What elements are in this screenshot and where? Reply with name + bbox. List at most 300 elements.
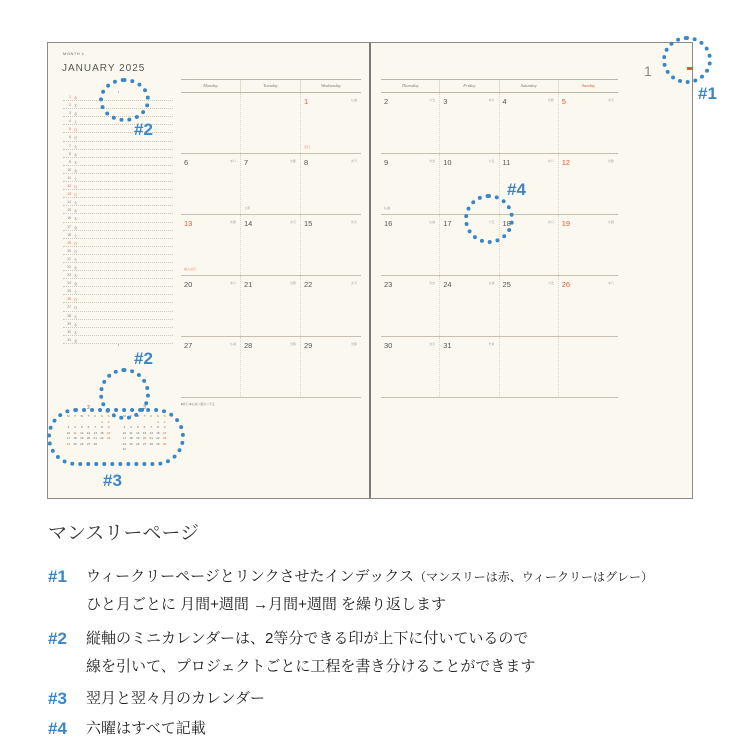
day-cell[interactable] (559, 337, 618, 397)
day-number: 26 (67, 297, 71, 302)
description-item (48, 685, 728, 713)
day-number: 28 (67, 313, 71, 318)
day-cell[interactable] (241, 93, 301, 153)
item-note: （マンスリーは赤、ウィークリーはグレー） (414, 570, 653, 584)
mini-day: 12 (80, 430, 84, 435)
mini-day: 30 (162, 441, 167, 446)
callout-circle-2-top (99, 78, 150, 122)
day-number: 9 (384, 158, 389, 167)
mini-day: 26 (136, 441, 140, 446)
day-number: 11 (502, 158, 511, 167)
callout-label-1: #1 (698, 84, 717, 103)
day-number: 20 (67, 248, 71, 253)
mini-day: 21 (93, 436, 97, 440)
day-number: 20 (184, 280, 193, 289)
day-list-row (63, 279, 173, 287)
callout-label-2-top: #2 (134, 120, 153, 139)
day-number: 21 (67, 256, 71, 261)
weekday-label: Friday (440, 80, 499, 92)
mini-day: 27 (86, 441, 91, 446)
rokuyo-label: 友引 (607, 98, 614, 102)
day-number: 21 (244, 280, 253, 289)
calendar-week (181, 276, 361, 337)
day-number: 23 (67, 273, 71, 278)
day-cell[interactable] (181, 215, 241, 275)
weekday-header (381, 79, 618, 93)
day-weekday: 火 (74, 257, 78, 262)
day-number: 16 (384, 219, 393, 228)
mini-day: 14 (149, 430, 153, 435)
day-cell[interactable] (241, 154, 301, 214)
mini-day: 5 (136, 425, 139, 429)
day-cell[interactable] (381, 276, 440, 336)
day-number: 30 (384, 341, 393, 350)
mini-weekday: T (74, 414, 76, 418)
mini-day: 1 (101, 419, 103, 424)
rokuyo-label: 先負 (350, 220, 357, 224)
day-list-row (63, 247, 173, 255)
day-weekday: 月 (74, 249, 78, 254)
day-number: 4 (502, 97, 507, 106)
weekday-label: Sunday (581, 83, 595, 88)
day-number: 7 (244, 158, 249, 167)
mini-day: 10 (66, 430, 71, 435)
day-list-row (63, 231, 173, 239)
mini-weekday: W (80, 414, 84, 418)
day-number: 19 (67, 240, 71, 245)
rokuyo-label: 赤口 (229, 281, 236, 285)
day-list-row (63, 328, 173, 336)
weekday-header (181, 79, 361, 93)
day-number: 12 (67, 184, 71, 189)
rokuyo-label: 赤口 (229, 159, 236, 163)
callout-circle-3 (47, 408, 185, 466)
rokuyo-label: 赤口 (607, 281, 614, 285)
day-weekday: 金 (74, 282, 78, 287)
day-weekday: 月 (74, 193, 78, 198)
day-cell[interactable] (559, 215, 618, 275)
item-text: ウィークリーページとリンクさせたインデックス (86, 568, 415, 585)
day-list-row (63, 239, 173, 247)
day-number: 1 (69, 95, 71, 99)
mini-day: 27 (142, 441, 147, 446)
day-cell[interactable] (301, 337, 361, 397)
day-list-row (63, 263, 173, 271)
day-number: 6 (69, 135, 71, 140)
mini-day: 6 (143, 425, 146, 429)
day-number: 24 (443, 280, 452, 289)
day-cell[interactable] (500, 93, 559, 153)
day-weekday: 土 (74, 176, 78, 181)
rokuyo-label: 大安 (488, 159, 495, 163)
rokuyo-label: 友引 (350, 159, 357, 163)
day-cell[interactable] (301, 93, 361, 153)
day-list-row (63, 166, 173, 174)
day-number: 27 (184, 341, 193, 350)
mini-weekday: T (87, 414, 90, 418)
mini-day: 3 (123, 425, 126, 429)
day-list-row (63, 190, 173, 198)
day-cell[interactable] (440, 276, 499, 336)
day-cell[interactable] (241, 215, 301, 275)
item-text: 翌月と翌々月のカレンダー (86, 690, 266, 707)
day-weekday: 木 (74, 217, 78, 222)
day-weekday: 土 (74, 290, 78, 295)
mini-day: 25 (73, 441, 77, 446)
day-list-row (63, 271, 173, 279)
day-number: 5 (561, 97, 566, 106)
day-number: 17 (67, 224, 71, 229)
day-cell[interactable] (181, 154, 241, 214)
mini-calendar-title: 2 (87, 405, 90, 411)
day-list-row (63, 303, 173, 311)
day-list-row (63, 198, 173, 206)
day-number: 29 (304, 341, 313, 350)
day-cell[interactable] (500, 337, 559, 397)
mini-day: 15 (100, 430, 104, 435)
item-tag: #4 (48, 719, 67, 738)
day-weekday: 木 (74, 330, 78, 335)
page-number: 1 (644, 63, 652, 79)
day-cell[interactable] (181, 93, 241, 153)
mini-day: 1 (157, 419, 159, 424)
day-number: 28 (244, 341, 253, 350)
day-weekday: 金 (74, 112, 78, 117)
rokuyo-label: 大安 (429, 98, 436, 102)
day-list-row (63, 133, 173, 141)
mini-calendar-title: 3 (143, 405, 146, 411)
day-weekday: 金 (74, 168, 78, 173)
day-number: 22 (304, 280, 313, 289)
mini-day: 16 (106, 430, 111, 435)
day-number: 2 (384, 97, 389, 106)
mini-weekday: S (156, 414, 159, 418)
day-number: 25 (502, 280, 511, 289)
day-weekday: 水 (74, 96, 78, 100)
item-text: 六曜はすべて記載 (86, 720, 206, 737)
day-note: 成人の日 (184, 267, 197, 271)
day-list-row (63, 287, 173, 295)
mini-day: 22 (100, 436, 104, 440)
mini-day: 8 (101, 425, 103, 429)
mini-weekday: F (94, 414, 97, 418)
mini-day: 26 (80, 441, 84, 446)
day-number: 29 (67, 321, 71, 326)
mini-day: 28 (149, 441, 153, 446)
day-list-row (63, 295, 173, 303)
mini-day: 18 (129, 436, 133, 440)
mini-day: 13 (142, 430, 147, 435)
day-number: 11 (67, 175, 71, 180)
day-cell[interactable] (241, 337, 301, 397)
spread-gutter (369, 43, 371, 498)
day-list-row (63, 150, 173, 158)
day-weekday: 木 (74, 274, 78, 279)
rokuyo-label: 先勝 (289, 342, 296, 346)
description-item (48, 715, 728, 743)
day-number: 15 (304, 219, 313, 228)
day-cell[interactable] (381, 337, 440, 397)
day-list-row (63, 206, 173, 214)
callout-circle-4 (464, 194, 514, 244)
day-weekday: 水 (74, 265, 78, 270)
mini-day: 28 (93, 441, 97, 446)
vertical-day-list (63, 93, 173, 344)
description-item (48, 625, 728, 681)
day-weekday: 日 (74, 298, 78, 303)
mini-day: 24 (66, 441, 71, 446)
day-number: 1 (304, 97, 309, 106)
rokuyo-label: 仏滅 (229, 342, 236, 346)
day-list-row (63, 223, 173, 231)
rokuyo-label: 先勝 (289, 281, 296, 285)
mini-day: 18 (73, 436, 77, 440)
mini-day: 2 (107, 419, 110, 424)
day-number: 14 (67, 200, 71, 205)
item-tag: #2 (48, 629, 67, 648)
rokuyo-label: 仏滅 (350, 98, 357, 102)
item-text-2: ひと月ごとに 月間+週間 →月間+週間 を繰り返します (86, 596, 447, 613)
day-cell[interactable] (181, 337, 241, 397)
item-text-2: 線を引いて、プロジェクトごとに工程を書き分けることができます (86, 658, 536, 675)
mini-day: 4 (130, 425, 132, 429)
day-weekday: 日 (74, 185, 78, 190)
day-list-row (63, 336, 173, 344)
rokuyo-label: 先勝 (547, 98, 554, 102)
day-cell[interactable] (381, 93, 440, 153)
day-cell[interactable] (301, 154, 361, 214)
day-note: 仏滅 (384, 206, 391, 210)
rokuyo-label: 友引 (429, 342, 436, 346)
day-number: 10 (443, 158, 452, 167)
mini-day: 16 (162, 430, 167, 435)
rokuyo-label: 赤口 (488, 98, 495, 102)
day-cell[interactable] (381, 154, 440, 214)
month-label: MONTH 1 (63, 51, 85, 56)
day-number: 7 (69, 143, 71, 148)
day-note: 七草 (244, 206, 251, 210)
weekday-label: Saturday (500, 80, 559, 92)
item-tag: #1 (48, 567, 67, 586)
rokuyo-label: 先勝 (350, 342, 357, 346)
day-number: 31 (67, 337, 71, 342)
rokuyo-label: 仏滅 (429, 220, 436, 224)
calendar-week (381, 337, 618, 398)
mini-day: 14 (93, 430, 97, 435)
day-number: 8 (304, 158, 309, 167)
day-cell[interactable] (559, 93, 618, 153)
day-weekday: 金 (74, 338, 78, 343)
day-number: 13 (67, 192, 71, 197)
calendar-legend: ■休日 ■仏滅 □週次 □予定 (181, 402, 215, 406)
mini-day: 9 (163, 425, 166, 429)
rokuyo-label: 先勝 (229, 220, 236, 224)
item-tag: #3 (48, 689, 67, 708)
rokuyo-label: 友引 (289, 220, 296, 224)
calendar-week (381, 93, 618, 154)
day-number: 6 (184, 158, 189, 167)
day-list-row (63, 158, 173, 166)
mini-weekday: T (143, 414, 146, 418)
day-number: 24 (67, 281, 71, 286)
rokuyo-label: 仏滅 (488, 281, 495, 285)
day-list-row (63, 142, 173, 150)
mini-day: 10 (122, 430, 127, 435)
mini-weekday: W (136, 414, 140, 418)
description-section (48, 518, 728, 743)
day-cell[interactable] (381, 215, 440, 275)
day-number: 2 (69, 103, 71, 108)
mini-day: 31 (122, 447, 127, 451)
day-cell[interactable] (301, 276, 361, 336)
day-number: 13 (184, 219, 193, 228)
day-number: 12 (561, 158, 571, 167)
rokuyo-label: 先負 (488, 342, 495, 346)
mini-weekday: M (123, 414, 126, 418)
mini-weekday: S (107, 414, 110, 418)
day-number: 22 (67, 264, 71, 269)
mini-day: 19 (136, 436, 140, 440)
mini-day: 4 (74, 425, 76, 429)
calendar-week (181, 337, 361, 398)
calendar-week (381, 276, 618, 337)
mini-weekday: T (130, 414, 132, 418)
rokuyo-label: 友引 (350, 281, 357, 285)
day-number: 19 (561, 219, 571, 228)
day-number: 23 (384, 280, 393, 289)
mini-day: 9 (107, 425, 110, 429)
day-number: 18 (67, 232, 71, 237)
mini-day: 13 (86, 430, 91, 435)
weekday-label: Wednesday (320, 83, 342, 88)
day-weekday: 水 (74, 322, 78, 327)
day-cell[interactable] (440, 93, 499, 153)
callout-circle-1 (662, 36, 712, 84)
day-number: 15 (67, 208, 71, 213)
day-number: 14 (244, 219, 253, 228)
day-weekday: 金 (74, 225, 78, 230)
mini-day: 17 (66, 436, 71, 440)
day-number: 27 (67, 305, 71, 310)
day-cell[interactable] (301, 215, 361, 275)
day-number: 31 (443, 341, 452, 350)
mini-day: 20 (142, 436, 147, 440)
day-number: 9 (69, 159, 71, 164)
day-note: 元日 (304, 145, 311, 149)
day-list-row (63, 214, 173, 222)
rokuyo-label: 先負 (429, 159, 436, 163)
callout-label-3: #3 (103, 471, 122, 490)
description-item (48, 563, 728, 619)
mini-day: 3 (67, 425, 70, 429)
day-number: 3 (443, 97, 448, 106)
day-weekday: 水 (74, 152, 78, 157)
calendar-week (181, 154, 361, 215)
mini-day: 23 (106, 436, 111, 440)
monthly-calendar-left (181, 79, 361, 398)
day-list-row (63, 125, 173, 133)
callout-label-4: #4 (507, 180, 526, 199)
day-cell[interactable] (440, 337, 499, 397)
day-cell[interactable] (181, 276, 241, 336)
description-title: マンスリーページ (48, 523, 200, 544)
calendar-weeks (181, 93, 361, 398)
day-list-row (63, 182, 173, 190)
day-cell[interactable] (500, 276, 559, 336)
day-list-row (63, 312, 173, 320)
mini-day: 15 (156, 430, 160, 435)
calendar-week (181, 93, 361, 154)
mini-day: 24 (122, 441, 127, 446)
day-weekday: 火 (74, 201, 78, 206)
day-list-row (63, 174, 173, 182)
rokuyo-label: 先負 (429, 281, 436, 285)
day-cell[interactable] (241, 276, 301, 336)
rokuyo-label: 赤口 (547, 159, 554, 163)
calendar-weeks (381, 93, 618, 398)
mini-day: 21 (149, 436, 153, 440)
day-weekday: 木 (74, 104, 78, 109)
mini-day: 20 (86, 436, 91, 440)
day-number: 26 (561, 280, 571, 289)
day-number: 25 (67, 289, 71, 294)
rokuyo-label: 大安 (547, 281, 554, 285)
mini-day: 29 (156, 441, 160, 446)
day-cell[interactable] (559, 276, 618, 336)
mini-day: 23 (162, 436, 167, 440)
day-number: 30 (67, 329, 71, 334)
item-text: 縦軸のミニカレンダーは、2等分できる印が上下に付いているので (86, 630, 529, 647)
day-number: 8 (69, 151, 71, 156)
mini-day: 8 (157, 425, 159, 429)
mini-day: 5 (80, 425, 83, 429)
rokuyo-label: 先勝 (289, 159, 296, 163)
mini-day: 12 (136, 430, 140, 435)
day-cell[interactable] (559, 154, 618, 214)
day-number: 16 (67, 216, 71, 221)
callout-label-2-bottom: #2 (134, 349, 153, 368)
day-weekday: 火 (74, 144, 78, 149)
mini-day: 6 (87, 425, 90, 429)
mini-day: 22 (156, 436, 160, 440)
day-number: 18 (502, 219, 511, 228)
mini-day: 17 (122, 436, 127, 440)
day-number: 5 (69, 127, 71, 132)
mini-day: 25 (129, 441, 133, 446)
day-number: 10 (67, 167, 71, 172)
mini-day: 7 (94, 425, 97, 429)
day-list-row (63, 320, 173, 328)
mini-weekday: S (100, 414, 103, 418)
calendar-week (181, 215, 361, 276)
day-weekday: 日 (74, 128, 78, 133)
rokuyo-label: 大安 (488, 220, 495, 224)
mini-day: 19 (80, 436, 84, 440)
mini-day: 7 (150, 425, 153, 429)
mini-day: 11 (73, 430, 77, 435)
day-number: 17 (443, 219, 452, 228)
day-list-row (63, 255, 173, 263)
month-title: JANUARY 2025 (62, 63, 146, 74)
day-weekday: 火 (74, 314, 78, 319)
day-weekday: 土 (74, 120, 78, 125)
rokuyo-label: 赤口 (547, 220, 554, 224)
mini-weekday: S (163, 414, 166, 418)
half-mark (118, 344, 119, 346)
weekday-label: Monday (181, 80, 241, 92)
day-number: 3 (69, 111, 71, 116)
rokuyo-label: 先勝 (607, 159, 614, 163)
